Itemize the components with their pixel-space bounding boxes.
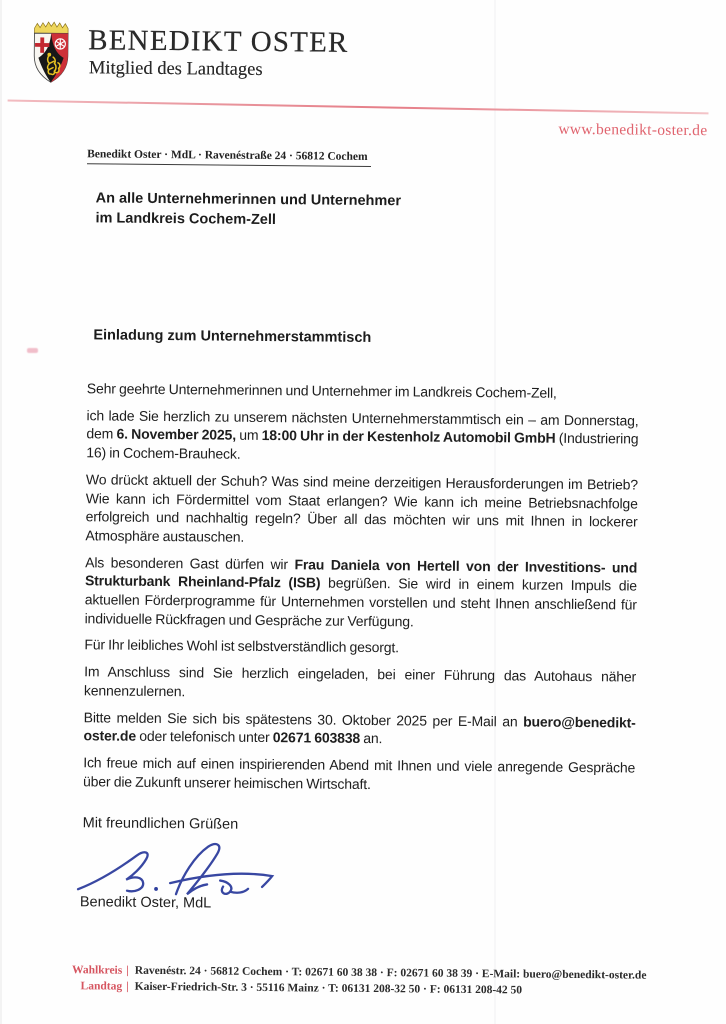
footer-label-wahlkreis: Wahlkreis <box>71 964 123 977</box>
paragraph-catering: Für Ihr leibliches Wohl ist selbstverständlich gesorgt. <box>84 636 399 656</box>
letterhead-role: Mitglied des Landtages <box>88 58 263 80</box>
sender-return-address: Benedikt Oster · MdL · Ravenéstraße 24 · 56812 Cochem <box>87 148 371 167</box>
footer-separator: | <box>126 964 129 977</box>
paragraph-tour: Im Anschluss sind Sie herzlich eingeladen, bei einer Führung das Autohaus näher kennenzulernen. <box>83 663 637 700</box>
paragraph-outlook: Ich freue mich auf einen inspirierenden Abend mit Ihnen und viele anregende Gespräche über die Zukunft unserer heimischen Wirtschaft. <box>83 754 636 792</box>
letter-footer <box>64 963 647 1000</box>
footer-label-landtag: Landtag <box>80 979 123 993</box>
website-url: www.benedikt-oster.de <box>558 120 708 140</box>
paragraph-guest: Als besonderen Gast dürfen wir Frau Daniela von Hertell von der Investitions- und Strukturbank Rheinland-Pfalz (ISB) begrüßen. Sie wird in einem kurzen Impuls die aktuellen Förderprogramme für Unternehmen vorstellen und steht Ihnen anschließend für individuelle Rückfragen und Gespräche zur Verfügung. <box>84 553 638 630</box>
salutation: Sehr geehrte Unternehmerinnen und Unternehmer im Landkreis Cochem-Zell, <box>86 380 557 401</box>
recipient-line-2: im Landkreis Cochem-Zell <box>95 209 277 228</box>
recipient-line-1: An alle Unternehmerinnen und Unternehmer <box>95 190 402 210</box>
signature-printed-name: Benedikt Oster, MdL <box>79 894 212 912</box>
letterhead-divider <box>8 99 709 114</box>
letterhead-name: BENEDIKT OSTER <box>88 24 349 59</box>
coat-of-arms-icon <box>30 19 73 87</box>
paragraph-topics: Wo drückt aktuell der Schuh? Was sind meine derzeitigen Herausforderungen im Betrieb? Wie kann ich Fördermittel vom Staat erlangen? Wie kann ich meine Betriebsnachfolge erfolgreich und nachhaltig regeln? Über all das möchten wir uns mit Ihnen in lockerer Atmosphäre austauschen. <box>85 471 639 545</box>
recipient-address <box>95 189 401 231</box>
footer-contact-landtag: Kaiser-Friedrich-Str. 3 · 55116 Mainz · T: 06131 208-32 50 · F: 06131 208-42 50 <box>134 980 523 996</box>
paragraph-invitation: ich lade Sie herzlich zu unserem nächsten Unternehmerstammtisch ein – am Donnerstag, dem 6. November 2025, um 18:00 Uhr in der Kestenholz Automobil GmbH (Industriering 16) in Cochem-Brauheck. <box>86 406 639 462</box>
letter-body <box>83 379 639 804</box>
closing-phrase: Mit freundlichen Grüßen <box>82 815 239 833</box>
footer-contact-wahlkreis: Ravenéstr. 24 · 56812 Cochem · T: 02671 60 38 38 · F: 02671 60 38 39 · E-Mail: buero@benedikt-oster.de <box>134 964 647 982</box>
footer-separator: | <box>126 980 129 993</box>
subject-line: Einladung zum Unternehmerstammtisch <box>93 327 372 347</box>
handwritten-signature <box>72 835 305 903</box>
paragraph-rsvp: Bitte melden Sie sich bis spätestens 30. Oktober 2025 per E-Mail an buero@benedikt-oster.de oder telefonisch unter 02671 603838 an. <box>83 708 636 747</box>
